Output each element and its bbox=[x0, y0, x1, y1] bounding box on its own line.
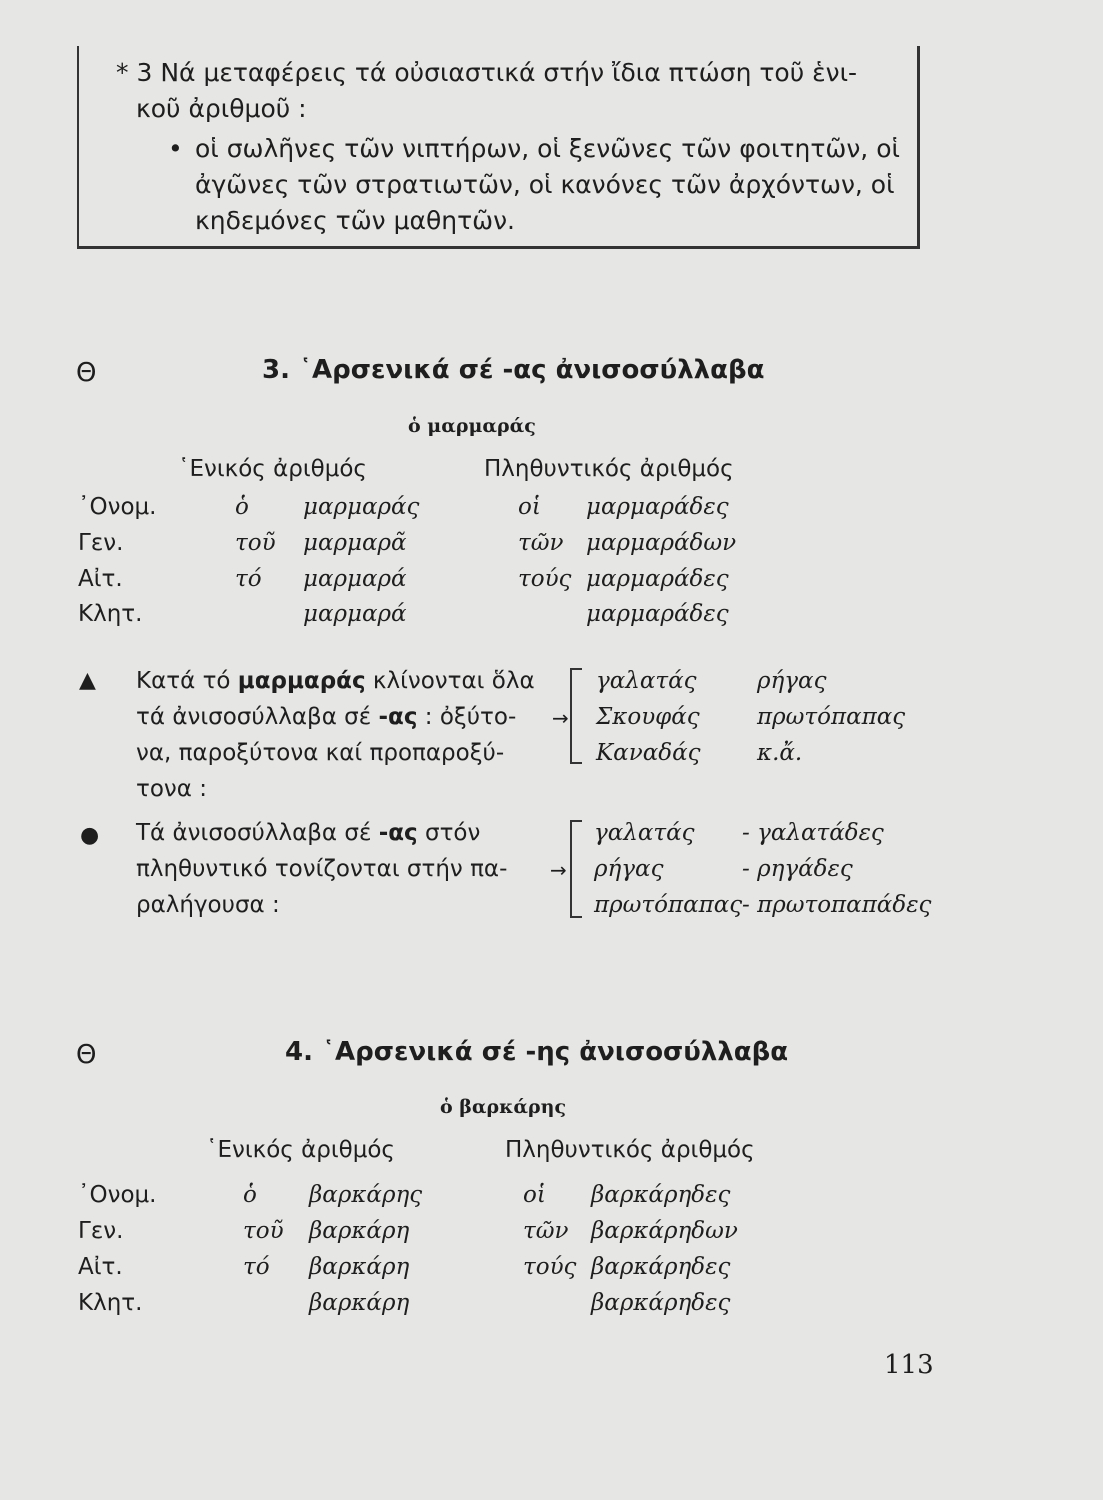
singular-form: βαρκάρης bbox=[309, 1182, 423, 1208]
exercise-line-3: οἱ σωλῆνες τῶν νιπτήρων, οἱ ξενῶνες τῶν φοιτητῶν, οἱ bbox=[195, 134, 900, 163]
article-singular: ὁ bbox=[243, 1182, 257, 1208]
article-singular: τοῦ bbox=[243, 1218, 284, 1244]
plural-form: μαρμαράδων bbox=[586, 530, 737, 556]
note-1-text: Κατά τό bbox=[136, 668, 238, 694]
example-word: ρήγας bbox=[594, 856, 664, 882]
note-2-text: στόν bbox=[417, 820, 481, 846]
plural-header: Πληθυντικός ἀριθμός bbox=[505, 1137, 755, 1163]
exercise-bullet: • bbox=[168, 134, 183, 163]
article-plural: οἱ bbox=[523, 1182, 546, 1208]
singular-form: μαρμαράς bbox=[303, 494, 420, 520]
case-label: Κλητ. bbox=[78, 601, 143, 627]
section-4-example: ὁ βαρκάρης bbox=[440, 1096, 567, 1118]
note-1-text: : ὀξύτο- bbox=[417, 704, 517, 730]
plural-form: μαρμαράδες bbox=[586, 494, 729, 520]
example-word: Καναδάς bbox=[596, 740, 701, 766]
note-1-line-3: να, παροξύτονα καί προπαροξύ- bbox=[136, 740, 505, 766]
plural-form: βαρκάρηδες bbox=[591, 1182, 731, 1208]
example-word: γαλατάς bbox=[594, 820, 695, 846]
article-singular: τοῦ bbox=[235, 530, 276, 556]
example-word: γαλατάς bbox=[596, 668, 697, 694]
article-singular: ὁ bbox=[235, 494, 249, 520]
article-plural: τούς bbox=[523, 1254, 577, 1280]
plural-form: βαρκάρηδων bbox=[591, 1218, 738, 1244]
singular-form: βαρκάρη bbox=[309, 1290, 410, 1316]
exercise-line-1 bbox=[116, 58, 857, 87]
article-singular: τό bbox=[235, 566, 262, 592]
singular-form: μαρμαρά bbox=[303, 566, 407, 592]
article-plural: τῶν bbox=[523, 1218, 569, 1244]
note-2-line-3: ραλήγουσα : bbox=[136, 892, 280, 918]
case-label: Αἰτ. bbox=[78, 566, 123, 592]
article-plural: τῶν bbox=[518, 530, 564, 556]
plural-form: μαρμαράδες bbox=[586, 601, 729, 627]
case-label: Γεν. bbox=[78, 530, 124, 556]
bullet-icon: ● bbox=[80, 823, 100, 848]
plural-header: Πληθυντικός ἀριθμός bbox=[484, 456, 734, 482]
note-2-line-1 bbox=[136, 820, 480, 846]
exercise-marker: * 3 bbox=[116, 58, 153, 87]
theta-symbol: Θ bbox=[76, 358, 97, 388]
page-number: 113 bbox=[884, 1350, 934, 1380]
example-word: πρωτόπαπας bbox=[757, 704, 906, 730]
note-1-bold: -ας bbox=[378, 704, 418, 730]
example-plural: - ρηγάδες bbox=[742, 856, 853, 882]
arrow-icon: → bbox=[552, 706, 569, 730]
plural-form: βαρκάρηδες bbox=[591, 1254, 731, 1280]
article-plural: τούς bbox=[518, 566, 572, 592]
example-word: ρήγας bbox=[757, 668, 827, 694]
section-3-example: ὁ μαρμαράς bbox=[408, 415, 536, 437]
triangle-icon: ▲ bbox=[79, 668, 96, 693]
case-label: Γεν. bbox=[78, 1218, 124, 1244]
note-1-line-2 bbox=[136, 704, 516, 730]
exercise-line-4: ἀγῶνες τῶν στρατιωτῶν, οἱ κανόνες τῶν ἀρχόντων, οἱ bbox=[195, 170, 895, 199]
singular-form: βαρκάρη bbox=[309, 1218, 410, 1244]
exercise-line-2: κοῦ ἀριθμοῦ : bbox=[136, 94, 307, 123]
singular-header: ῾Ενικός ἀριθμός bbox=[178, 456, 367, 482]
note-1-line-4: τονα : bbox=[136, 776, 207, 802]
case-label: ᾿Ονομ. bbox=[78, 1182, 157, 1208]
plural-form: μαρμαράδες bbox=[586, 566, 729, 592]
note-1-bold: μαρμαράς bbox=[237, 668, 366, 694]
theta-symbol: Θ bbox=[76, 1040, 97, 1070]
plural-form: βαρκάρηδες bbox=[591, 1290, 731, 1316]
example-plural: - πρωτοπαπάδες bbox=[742, 892, 932, 918]
exercise-instruction: Νά μεταφέρεις τά οὐσιαστικά στήν ἴδια πτώση τοῦ ἑνι- bbox=[160, 58, 858, 87]
case-label: ᾿Ονομ. bbox=[78, 494, 157, 520]
note-1-text: κλίνονται ὅλα bbox=[365, 668, 535, 694]
example-word: πρωτόπαπας bbox=[594, 892, 743, 918]
note-2-line-2: πληθυντικό τονίζονται στήν πα- bbox=[136, 856, 508, 882]
bracket bbox=[570, 668, 582, 764]
example-plural: - γαλατάδες bbox=[742, 820, 884, 846]
example-word: Σκουφάς bbox=[596, 704, 700, 730]
section-4-title: 4. ῾Αρσενικά σέ -ης ἀνισοσύλλαβα bbox=[285, 1037, 789, 1067]
note-2-text: Τά ἀνισοσύλλαβα σέ bbox=[136, 820, 379, 846]
note-2-bold: -ας bbox=[378, 820, 418, 846]
section-3-title: 3. ῾Αρσενικά σέ -ας ἀνισοσύλλαβα bbox=[262, 355, 765, 385]
article-plural: οἱ bbox=[518, 494, 541, 520]
arrow-icon: → bbox=[550, 858, 567, 882]
note-1-text: τά ἀνισοσύλλαβα σέ bbox=[136, 704, 379, 730]
singular-form: βαρκάρη bbox=[309, 1254, 410, 1280]
exercise-line-5: κηδεμόνες τῶν μαθητῶν. bbox=[195, 206, 516, 235]
case-label: Αἰτ. bbox=[78, 1254, 123, 1280]
note-1-line-1 bbox=[136, 668, 535, 694]
example-word: κ.ἄ. bbox=[757, 740, 803, 766]
singular-header: ῾Ενικός ἀριθμός bbox=[206, 1137, 395, 1163]
case-label: Κλητ. bbox=[78, 1290, 143, 1316]
singular-form: μαρμαρά bbox=[303, 601, 407, 627]
bracket bbox=[570, 820, 582, 918]
article-singular: τό bbox=[243, 1254, 270, 1280]
singular-form: μαρμαρᾶ bbox=[303, 530, 407, 556]
